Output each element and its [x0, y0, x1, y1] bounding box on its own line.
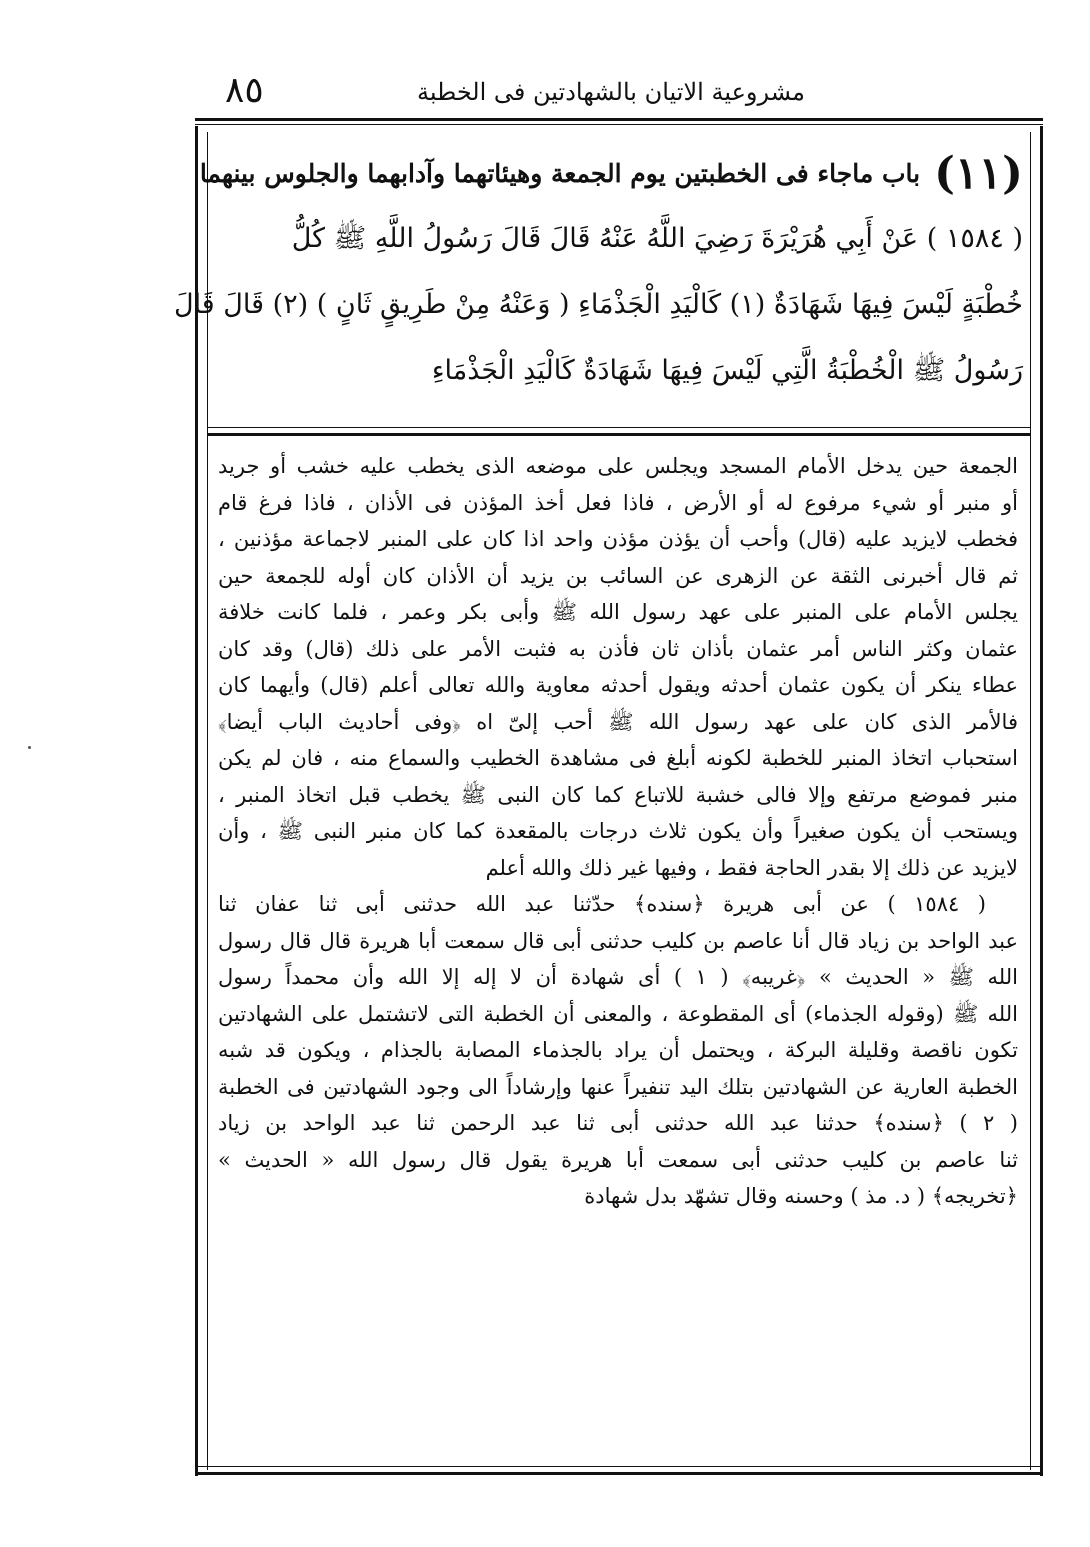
commentary-line: عبد الواحد بن زياد قال أنا عاصم بن كليب حدثنى أبى قال سمعت أبا هريرة قال قال رسول	[218, 928, 1018, 953]
commentary-line: ﴿تخريجه﴾ ( د. مذ ) وحسنه وقال تشهّد بدل شهادة	[584, 1184, 1018, 1208]
footer-rule-top	[195, 1466, 1043, 1467]
commentary-line: ( ٢ ) ﴿سنده﴾ حدثنا عبد الله حدثنى أبى ثنا عبد الرحمن ثنا عبد الواحد بن زياد	[218, 1111, 1018, 1135]
commentary-line: تكون ناقصة وقليلة البركة ، ويحتمل أن يراد بالجذماء المصابة بالجذام ، ويكون قد شبه	[218, 1038, 1018, 1062]
hadith-line: خُطْبَةٍ لَيْسَ فِيهَا شَهَادَةٌ (١) كَالْيَدِ الْجَذْمَاءِ ( وَعَنْهُ مِنْ طَرِيقٍ ثَانٍ ) (٢) قَالَ قَالَ	[173, 289, 1023, 320]
page-header	[195, 68, 1045, 118]
commentary-line: فخطب لايزيد عليه (قال) وأحب أن يؤذن مؤذن واحد اذا كان على المنبر لاجماعة مؤذنين ،	[218, 527, 1018, 551]
footer-rule-bottom	[195, 1472, 1043, 1475]
commentary-line: استحباب اتخاذ المنبر للخطبة لكونه أبلغ فى مشاهدة الخطيب والسماع منه ، فان لم يكن	[218, 746, 1018, 770]
commentary-line: ثم قال أخبرنى الثقة عن الزهرى عن السائب بن يزيد أن الأذان كان أوله للجمعة حين	[218, 563, 1018, 588]
commentary-line: يجلس الأمام على المنبر على عهد رسول الله ﷺ وأبى بكر وعمر ، فلما كانت خلافة	[218, 600, 1018, 624]
commentary-line: الله ﷺ « الحديث » ﴿غريبه﴾ ( ١ ) أى شهادة أن لا إله إلا الله وأن محمداً رسول	[218, 965, 1018, 989]
chapter-number: (١١)	[934, 147, 1023, 199]
commentary-line: عثمان وكثر الناس أمر عثمان بأذان ثان فأذن به فثبت الأمر على ذلك (قال) وقد كان	[218, 636, 1018, 661]
commentary-line: أو منبر أو شيء مرفوع له أو الأرض ، فاذا فعل أخذ المؤذن فى الأذان ، فاذا فرغ قام	[218, 490, 1018, 515]
commentary-line: الخطبة العارية عن الشهادتين بتلك اليد تنفيراً عنها وإرشاداً الى وجود الشهادتين فى الخطبة	[218, 1074, 1018, 1099]
header-rule-top	[195, 118, 1043, 121]
commentary-line: فالأمر الذى كان على عهد رسول الله ﷺ أحب إلىّ اه ﴿وفى أحاديث الباب أيضا﴾	[218, 709, 1018, 734]
commentary-line: لايزيد عن ذلك إلا بقدر الحاجة فقط ، وفيها غير ذلك والله أعلم	[485, 855, 1018, 880]
hadith-line: رَسُولُ ﷺ الْخُطْبَةُ الَّتِي لَيْسَ فِيهَا شَهَادَةٌ كَالْيَدِ الْجَذْمَاءِ	[431, 355, 1023, 386]
chapter-title: باب ماجاء فى الخطبتين يوم الجمعة وهيئاتهما وآدابهما والجلوس بينهما	[199, 158, 921, 188]
hadith-line: ( ١٥٨٤ ) عَنْ أَبِي هُرَيْرَةَ رَضِيَ اللَّهُ عَنْهُ قَالَ قَالَ رَسُولُ اللَّهِ ﷺ كُلُّ	[291, 223, 1023, 254]
page-number: ٨٥	[225, 70, 264, 111]
scan-speck	[28, 746, 31, 749]
commentary-line: منبر فموضع مرتفع وإلا فالى خشبة للاتباع كما كان النبى ﷺ يخطب قبل اتخاذ المنبر ،	[218, 782, 1018, 807]
commentary-line: الله ﷺ (وقوله الجذماء) أى المقطوعة ، والمعنى أن الخطبة التى لاتشتمل على الشهادتين	[218, 1001, 1018, 1026]
commentary-line: ثنا عاصم بن كليب حدثنى أبى سمعت أبا هريرة يقول قال رسول الله « الحديث »	[218, 1147, 1018, 1172]
section-divider-bottom	[207, 433, 1031, 436]
hadith-section	[173, 140, 1023, 404]
header-rule-bottom	[195, 124, 1043, 125]
section-divider-top	[207, 427, 1031, 428]
commentary-section	[218, 448, 1018, 1215]
commentary-line: الجمعة حين يدخل الأمام المسجد ويجلس على موضعه الذى يخطب عليه خشب أو جريد	[218, 454, 1018, 478]
running-title: مشروعية الاتيان بالشهادتين فى الخطبة	[417, 78, 805, 106]
chapter-heading	[199, 140, 1023, 206]
commentary-line: عطاء ينكر أن يكون عثمان أحدثه ويقول أحدثه معاوية والله تعالى أعلم (قال) وأيهما كان	[218, 673, 1018, 697]
commentary-line: ( ١٥٨٤ ) عن أبى هريرة ﴿سنده﴾ حدّثنا عبد الله حدثنى أبى ثنا عفان ثنا	[218, 892, 986, 916]
commentary-line: ويستحب أن يكون صغيراً وأن يكون ثلاث درجات بالمقعدة كما كان منبر النبى ﷺ ، وأن	[218, 819, 1018, 843]
